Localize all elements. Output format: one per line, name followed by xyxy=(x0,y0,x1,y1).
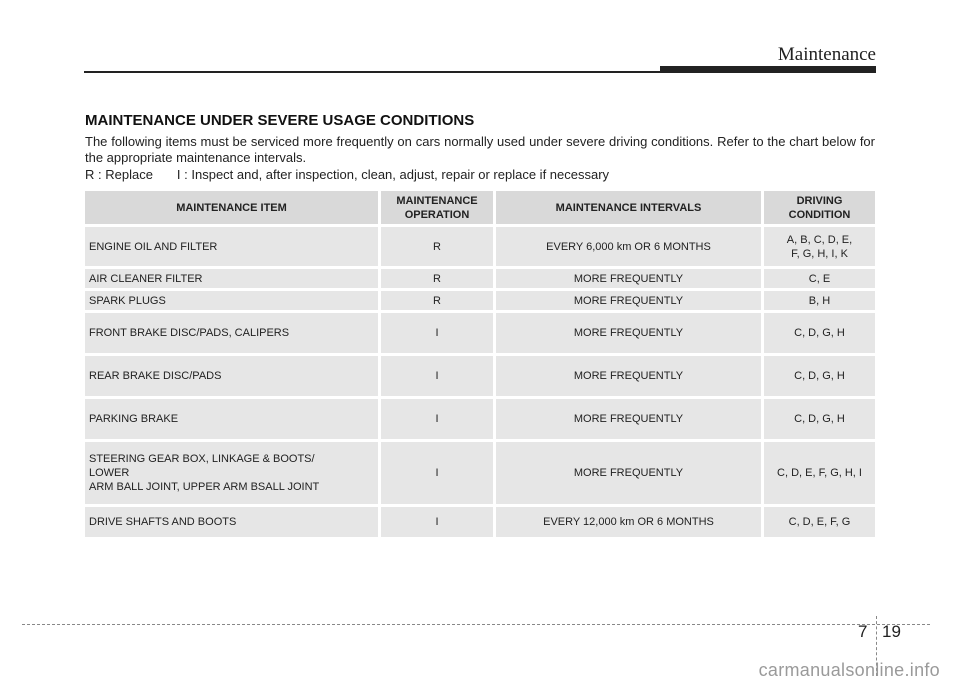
row-operation: R xyxy=(381,269,496,291)
row-item: DRIVE SHAFTS AND BOOTS xyxy=(85,507,381,540)
header-operation: MAINTENANCE OPERATION xyxy=(381,191,496,227)
row-operation: R xyxy=(381,227,496,269)
row-item: PARKING BRAKE xyxy=(85,399,381,442)
table-row xyxy=(85,356,875,399)
page-number: 19 xyxy=(882,622,901,641)
row-item: FRONT BRAKE DISC/PADS, CALIPERS xyxy=(85,313,381,356)
row-item-multiline xyxy=(85,442,381,507)
row-item: REAR BRAKE DISC/PADS xyxy=(85,356,381,399)
row-interval: MORE FREQUENTLY xyxy=(496,356,764,399)
footer-rule xyxy=(22,624,930,625)
intro-paragraph: The following items must be serviced more frequently on cars normally used under severe driving conditions. Refer to the chart below for the appropriate maintenance intervals. xyxy=(85,134,875,165)
row-operation: I xyxy=(381,356,496,399)
legend-inspect: I : Inspect and, after inspection, clean, adjust, repair or replace if necessary xyxy=(176,167,610,182)
chapter-number: 7 xyxy=(858,622,868,641)
row-interval: MORE FREQUENTLY xyxy=(496,269,764,291)
row-operation: I xyxy=(381,507,496,540)
row-condition: C, D, G, H xyxy=(764,399,875,442)
row-operation: I xyxy=(381,399,496,442)
row-item-line: STEERING GEAR BOX, LINKAGE & BOOTS/ xyxy=(89,453,315,465)
row-operation: I xyxy=(381,442,496,507)
row-condition: C, D, E, F, G xyxy=(764,507,875,540)
row-condition: C, D, G, H xyxy=(764,313,875,356)
maintenance-table xyxy=(85,191,875,540)
legend xyxy=(85,167,609,183)
table-header-row xyxy=(85,191,875,227)
row-condition: A, B, C, D, E, F, G, H, I, K xyxy=(764,227,875,269)
row-interval: MORE FREQUENTLY xyxy=(496,399,764,442)
row-interval: MORE FREQUENTLY xyxy=(496,291,764,313)
row-condition: C, D, G, H xyxy=(764,356,875,399)
header-rule-accent xyxy=(660,66,876,73)
row-operation: I xyxy=(381,313,496,356)
row-interval: MORE FREQUENTLY xyxy=(496,442,764,507)
watermark: carmanualsonline.info xyxy=(758,660,940,680)
header-rule xyxy=(84,71,660,73)
header-condition: DRIVING CONDITION xyxy=(764,191,875,227)
table-row xyxy=(85,291,875,313)
row-item: AIR CLEANER FILTER xyxy=(85,269,381,291)
row-interval: MORE FREQUENTLY xyxy=(496,313,764,356)
table-row xyxy=(85,227,875,269)
header-intervals: MAINTENANCE INTERVALS xyxy=(496,191,764,227)
row-item-line: ARM BALL JOINT, UPPER ARM BSALL JOINT xyxy=(89,481,320,493)
section-header: Maintenance xyxy=(777,44,876,65)
table-row xyxy=(85,442,875,507)
row-interval: EVERY 6,000 km OR 6 MONTHS xyxy=(496,227,764,269)
legend-replace: R : Replace xyxy=(85,167,153,182)
page-title: MAINTENANCE UNDER SEVERE USAGE CONDITIONS xyxy=(85,112,475,129)
row-item-line: LOWER xyxy=(89,467,130,479)
row-condition: B, H xyxy=(764,291,875,313)
row-condition: C, E xyxy=(764,269,875,291)
row-item: SPARK PLUGS xyxy=(85,291,381,313)
row-interval: EVERY 12,000 km OR 6 MONTHS xyxy=(496,507,764,540)
header-item: MAINTENANCE ITEM xyxy=(85,191,381,227)
row-operation: R xyxy=(381,291,496,313)
row-item: ENGINE OIL AND FILTER xyxy=(85,227,381,269)
row-condition: C, D, E, F, G, H, I xyxy=(764,442,875,507)
table-row xyxy=(85,399,875,442)
table-row xyxy=(85,269,875,291)
table-row xyxy=(85,507,875,540)
table-row xyxy=(85,313,875,356)
